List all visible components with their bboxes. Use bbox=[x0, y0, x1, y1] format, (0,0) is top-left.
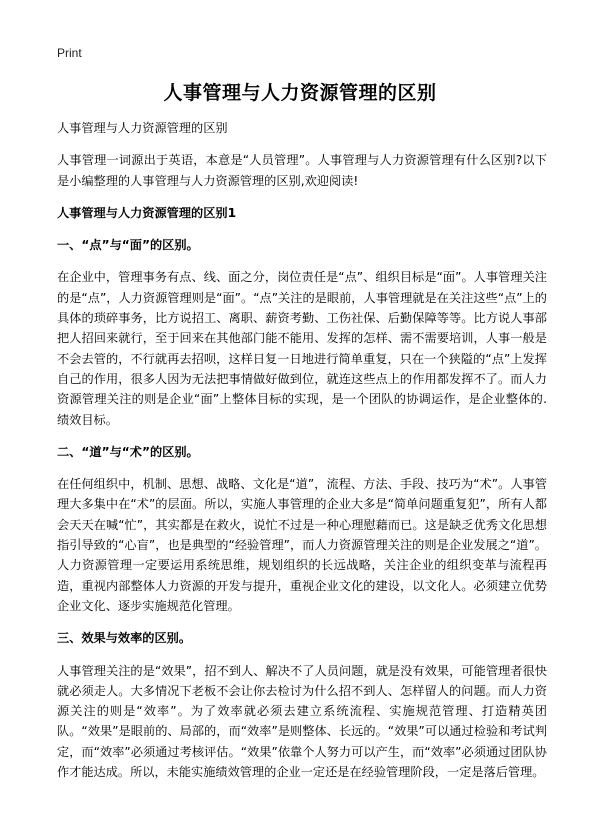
print-label: Print bbox=[57, 46, 82, 60]
section-body-3: 人事管理关注的是“效果”，招不到人、解决不了人员问题，就是没有效果，可能管理者很快就必须走人。大多情况下老板不会让你去检讨为什么招不到人、怎样留人的问题。而人力资源关注的则是“效率”。为了效率就必须去建立系统流程、实施规范管理、打造精英团队。“效果”是眼前的、局部的，而“效率”是则整体、长远的。“效果”可以通过检验和考试判定，而“效率”必须通过考核评估。“效果”依靠个人努力可以产生，而“效率”必须通过团队协作才能达成。所以，未能实施绩效管理的企业一定还是在经验管理阶段，一定是落后管理。 bbox=[57, 663, 547, 780]
page-title: 人事管理与人力资源管理的区别 bbox=[163, 82, 437, 104]
section-body-1: 在企业中，管理事务有点、线、面之分，岗位责任是“点”、组织目标是“面”。人事管理关注的是“点”，人力资源管理则是“面”。“点”关注的是眼前，人事管理就是在关注这些“点”上的具体的琐碎事务，比方说招工、离职、薪资考勤、工伤社保、后勤保障等等。比方说人事部把人招回来就行，至于回来在其他部门能不能用、发挥的怎样、需不需要培训，人事一般是不会去管的，不行就再去招呗，这样日复一日地进行简单重复，只在一个狭隘的“点”上发挥自己的作用，很多人因为无法把事情做好做到位，就连这些点上的作用都发挥不了。而人力资源管理关注的则是企业“面”上整体目标的实现，是一个团队的协调运作，是企业整体的.绩效目标。 bbox=[57, 270, 547, 427]
section-heading-2: 二、“道”与“术”的区别。 bbox=[57, 444, 199, 459]
section-heading-1: 一、“点”与“面”的区别。 bbox=[57, 238, 199, 253]
intro-paragraph: 人事管理一词源出于英语，本意是“人员管理”。人事管理与人力资源管理有什么区别?以下是小编整理的人事管理与人力资源管理的区别,欢迎阅读! bbox=[57, 153, 547, 188]
section-heading-3: 三、效果与效率的区别。 bbox=[57, 631, 192, 646]
section-title: 人事管理与人力资源管理的区别1 bbox=[57, 205, 237, 220]
document-content bbox=[57, 118, 547, 794]
document-subtitle: 人事管理与人力资源管理的区别 bbox=[57, 121, 228, 135]
section-body-2: 在任何组织中，机制、思想、战略、文化是“道”，流程、方法、手段、技巧为“术”。人事管理大多集中在“术”的层面。所以，实施人事管理的企业大多是“简单问题重复犯”，所有人都会天天在喊“忙”，其实都是在救火，说忙不过是一种心理慰藉而已。这是缺乏优秀文化思想指引导致的“心盲”，也是典型的“经验管理”，而人力资源管理关注的则是企业发展之“道”。人力资源管理一定要运用系统思维，规划组织的长远战略，关注企业的组织变革与流程再造，重视内部整体人力资源的开发与提升，重视企业文化的建设，以文化人。必须建立优势企业文化、逐步实施规范化管理。 bbox=[57, 477, 547, 613]
